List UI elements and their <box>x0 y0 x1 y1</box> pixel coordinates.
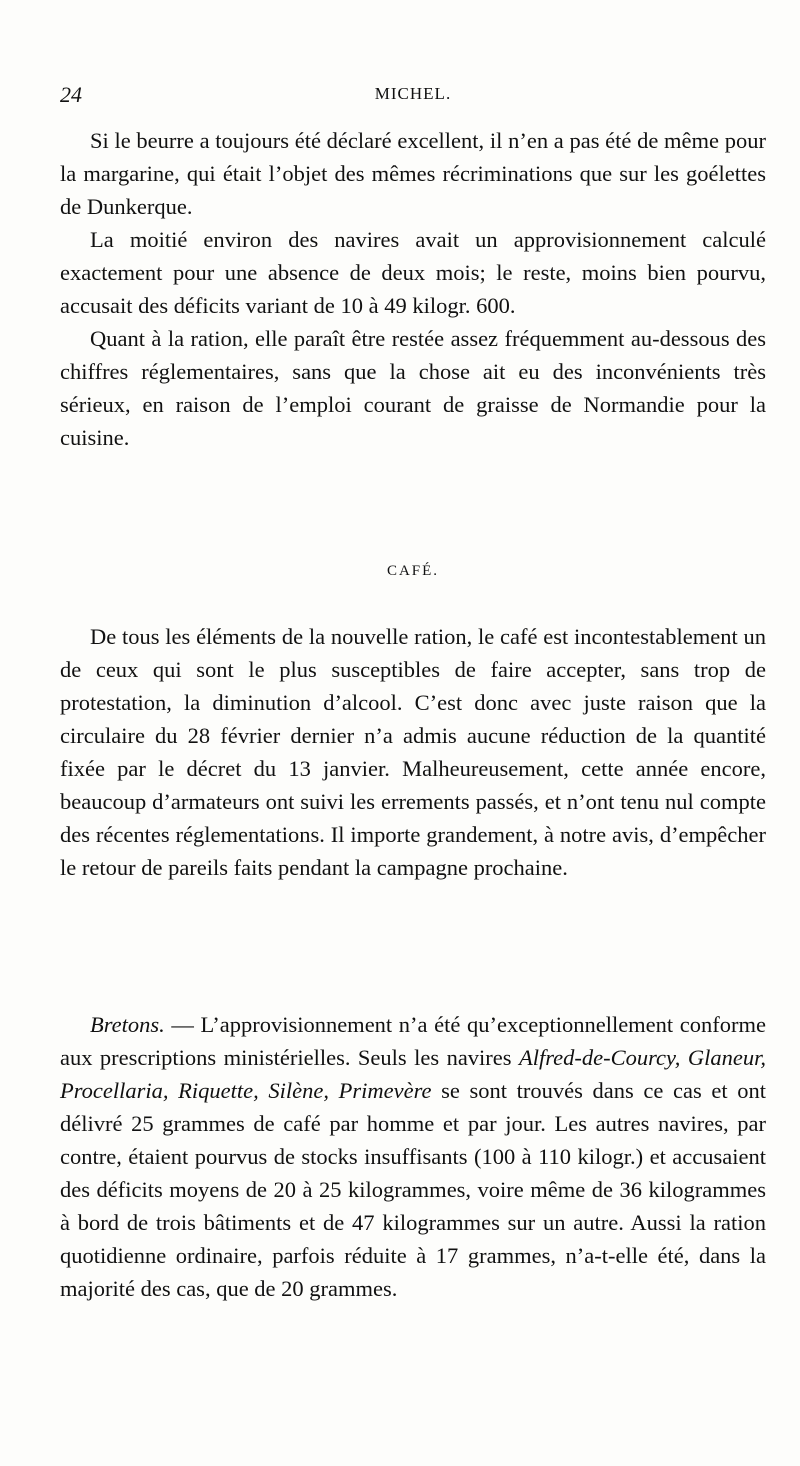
section-cafe-text <box>60 620 766 884</box>
running-head: MICHEL. <box>374 84 452 103</box>
paragraph-butter: Si le beurre a toujours été déclaré excellent, il n’en a pas été de même pour la margarine, qui était l’objet des mêmes récriminations que sur les goélettes de Dunkerque. <box>60 128 766 219</box>
bretons-lead: Bretons. <box>90 1012 165 1037</box>
bretons-text-2: se sont trouvés dans ce cas et ont délivré 25 grammes de café par homme et par jour. Les autres navires, par contre, étaient pourvus de stocks insuffisants (100 à 110 kilogr.) et accusaient des déficits moyens de 20 à 25 kilogrammes, voire même de 36 kilogrammes à bord de trois bâtiments et de 47 kilogrammes sur un autre. Aussi la ration quotidienne ordinaire, parfois réduite à 17 grammes, n’a-t-elle été, dans la majorité des cas, que de 20 grammes. <box>60 1078 767 1301</box>
section-butter-text <box>60 124 766 454</box>
ship-names: Alfred-de-Courcy, Glaneur, Procellaria, Riquette, Silène, Primevère <box>60 1045 766 1103</box>
page-number: 24 <box>60 82 82 107</box>
page-header <box>60 82 766 112</box>
paragraph-cafe: De tous les éléments de la nouvelle ration, le café est incontestablement un de ceux qui sont le plus susceptibles de faire accepter, sans trop de protestation, la diminution d’alcool. C’est donc avec juste raison que la circulaire du 28 février dernier n’a admis aucune réduction de la quantité fixée par le décret du 13 janvier. Malheureusement, cette année encore, beaucoup d’armateurs ont suivi les errements passés, et n’ont tenu nul compte des récentes réglementations. Il importe grandement, à notre avis, d’empêcher le retour de pareils faits pendant la campagne prochaine. <box>60 624 766 880</box>
bretons-text-1: — L’approvisionnement n’a été qu’exceptionnellement conforme aux prescriptions ministérielles. Seuls les navires <box>60 1012 766 1070</box>
section-title-cafe: CAFÉ. <box>386 563 440 579</box>
paragraph-provisions: La moitié environ des navires avait un approvisionnement calculé exactement pour une absence de deux mois; le reste, moins bien pourvu, accusait des déficits variant de 10 à 49 kilogr. 600. <box>60 227 766 318</box>
paragraph-ration: Quant à la ration, elle paraît être restée assez fréquemment au-dessous des chiffres réglementaires, sans que la chose ait eu des inconvénients très sérieux, en raison de l’emploi courant de graisse de Normandie pour la cuisine. <box>60 326 766 450</box>
paragraph-bretons <box>60 1008 766 1305</box>
section-bretons-text <box>60 1008 766 1305</box>
